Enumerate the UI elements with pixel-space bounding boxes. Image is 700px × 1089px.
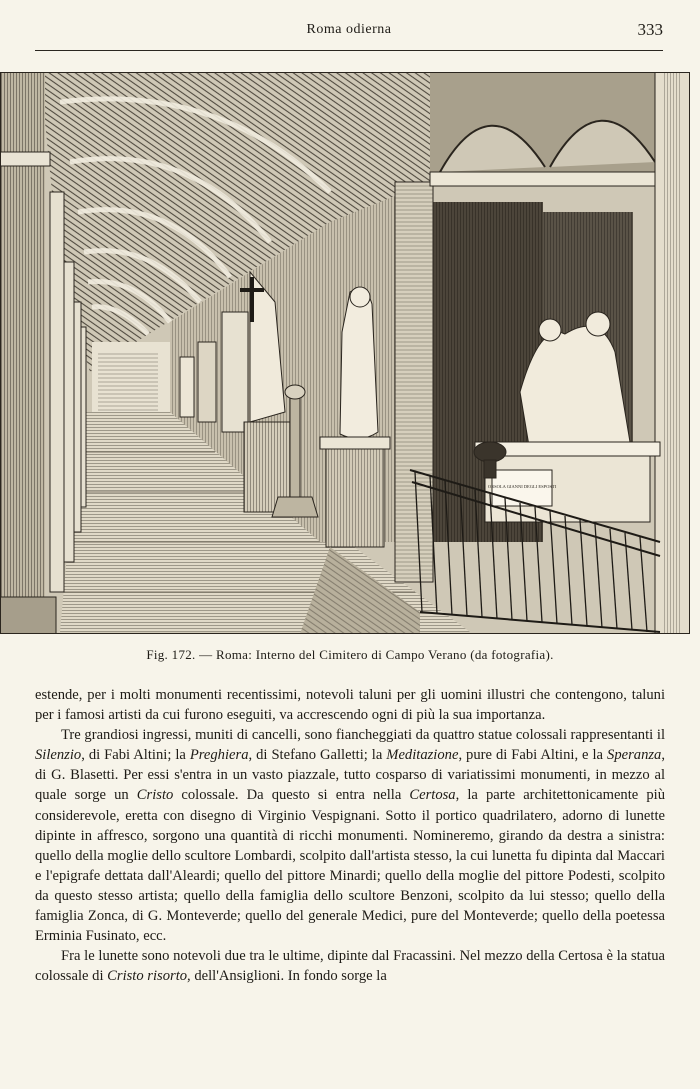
body-text bbox=[35, 685, 665, 986]
text-run: , di Fabi Altini; la bbox=[81, 747, 190, 764]
italic-run: Cristo risorto bbox=[107, 968, 188, 985]
figure-caption: Fig. 172. — Roma: Interno del Cimitero di Campo Verano (da fotografia). bbox=[146, 647, 554, 662]
paragraph-2 bbox=[35, 725, 665, 946]
italic-run: Certosa bbox=[409, 787, 456, 804]
text-run: estende, per i molti monumenti recentissimi, notevoli taluni per gli uomini illustri che contengono, taluni per i famosi artisti da cui furono eseguiti, va accrescendo ogni di più la sua importanza. bbox=[35, 687, 665, 724]
text-run: , la parte architettonicamente più considerevole, eretta con disegno di Virginio Vespignani. Sotto il portico quadrilatero, adorno di lunette dipinte in affresco, sorgono una quantità di ricchi monumenti. Nomineremo, girando da destra a sinistra: quello della moglie dello scultore Lombardi, scolpito dall'artista stesso, la cui lunetta fu dipinta dal Maccari e l'epigrafe dettata dall'Aleardi; quello del pittore Minardi; quello della moglie del pittore Podesti, scolpito da questo stesso artista; quello della famiglia dello scultore Benzoni, scolpito da lui stesso; quello della famiglia Zonca, di G. Monteverde; quello del generale Medici, pure del Monteverde; quello della poetessa Erminia Fusinato, ecc. bbox=[35, 787, 665, 945]
text-run: Fra le lunette sono notevoli due tra le ultime, dipinte dal Fracassini. Nel mezzo della Certosa è la statua colossale di bbox=[35, 948, 665, 985]
text-run: Tre grandiosi ingressi, muniti di cancelli, sono fiancheggiati da quattro statue colossali rappresentanti il bbox=[61, 727, 665, 744]
italic-run: Silenzio bbox=[35, 747, 82, 764]
italic-run: Cristo bbox=[136, 787, 174, 804]
italic-run: Speranza bbox=[607, 747, 662, 764]
text-run: , di Stefano Galletti; la bbox=[248, 747, 387, 764]
engraving-illustration bbox=[0, 72, 690, 634]
header-rule bbox=[35, 50, 663, 51]
running-head bbox=[35, 20, 663, 44]
text-run: , dell'Ansiglioni. In fondo sorge la bbox=[187, 968, 387, 985]
monument-plaque-inscription: ORSOLA GIANNI DEGLI ESPOSTI bbox=[487, 484, 557, 489]
text-run: , pure di Fabi Altini, e la bbox=[458, 747, 608, 764]
running-title: Roma odierna bbox=[306, 22, 392, 37]
paragraph-1 bbox=[35, 685, 665, 725]
cemetery-engraving bbox=[0, 72, 690, 634]
italic-run: Preghiera bbox=[189, 747, 249, 764]
paragraph-3 bbox=[35, 946, 665, 986]
text-run: colossale. Da questo si entra nella bbox=[173, 787, 410, 804]
text-run: , di G. Blasetti. Per essi s'entra in un vasto piazzale, tutto cosparso di variatissimi monumenti, in mezzo al quale sorge un bbox=[35, 747, 665, 804]
page-number: 333 bbox=[637, 20, 663, 39]
italic-run: Meditazione bbox=[386, 747, 459, 764]
